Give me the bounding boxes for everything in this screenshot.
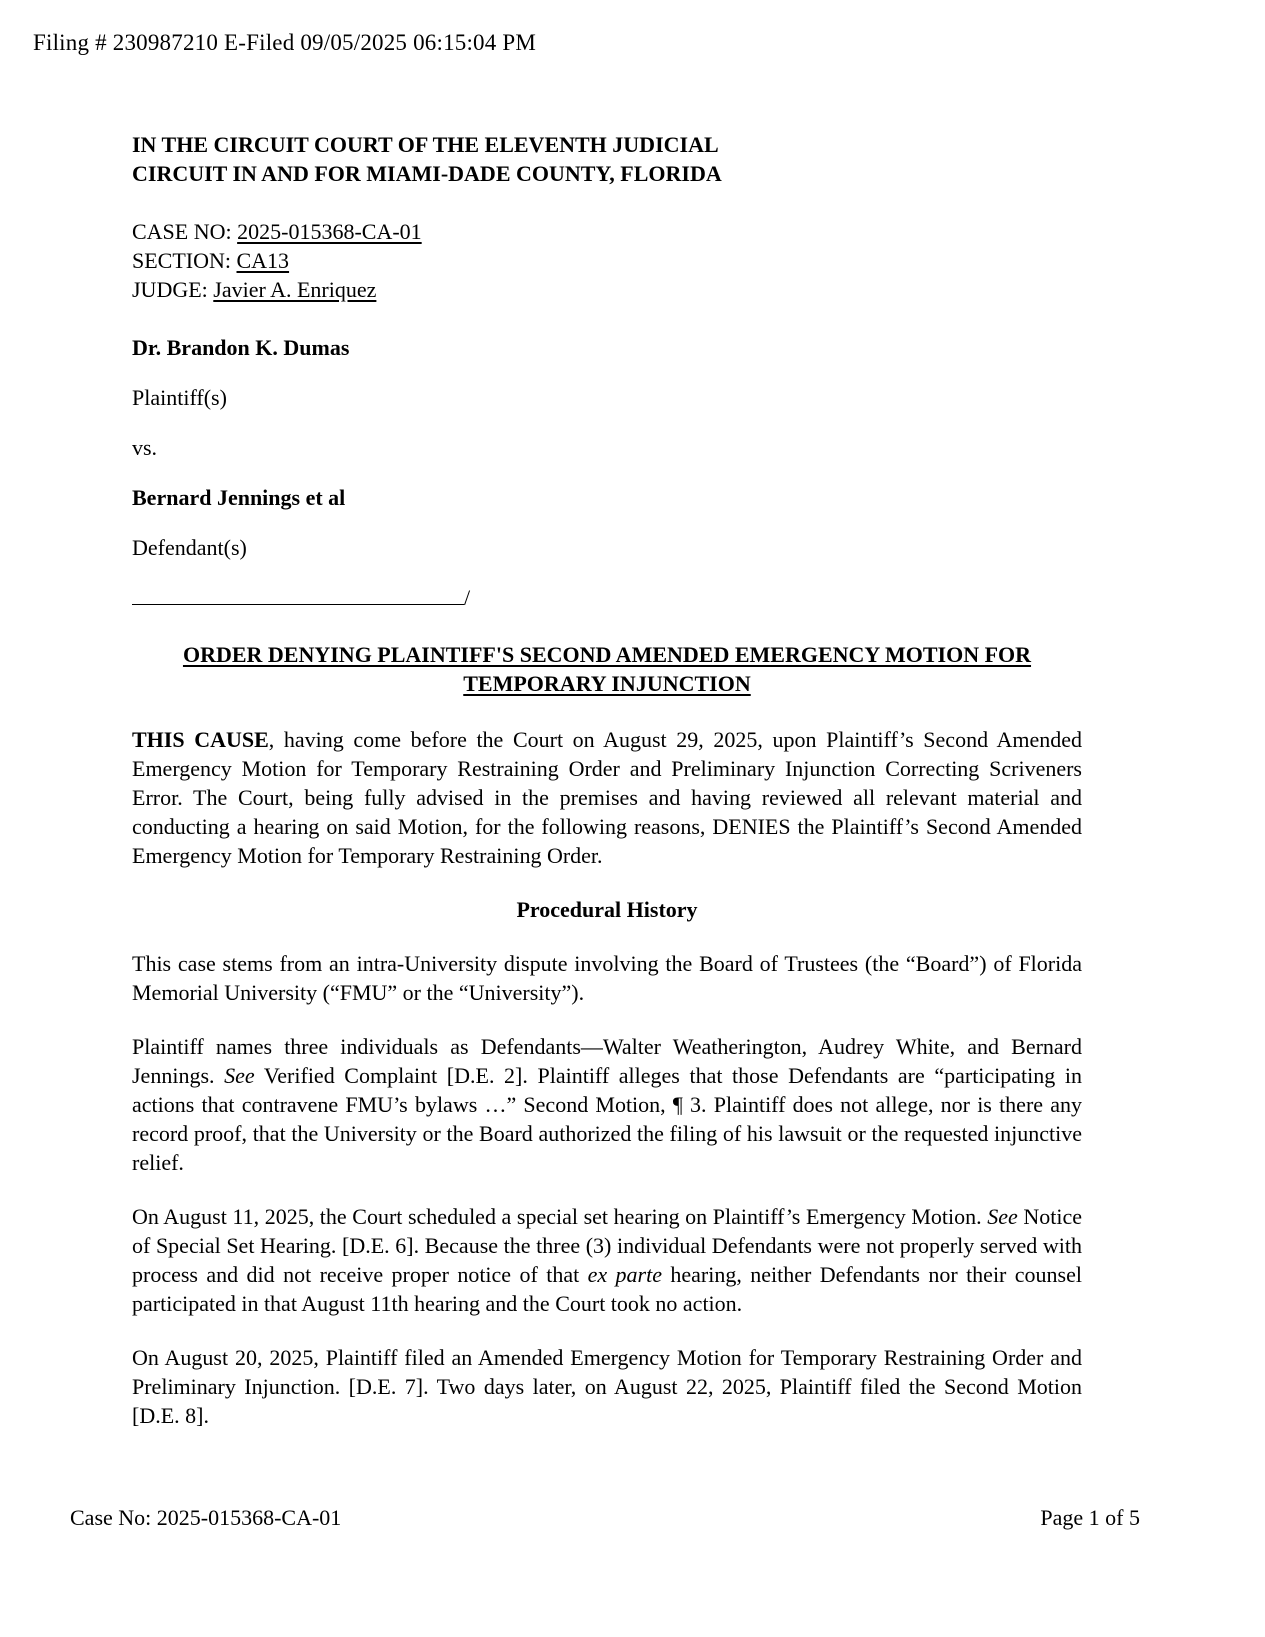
section-value: CA13	[236, 248, 290, 273]
order-title	[132, 640, 1082, 698]
plaintiff-name: Dr. Brandon K. Dumas	[132, 335, 350, 360]
paragraph-this-cause	[132, 725, 1082, 870]
case-number-value: 2025-015368-CA-01	[237, 219, 422, 244]
paragraph-defendants-a: Plaintiff names three individuals as Defendants—Walter Weatherington, Audrey White, and Bernard Jennings.	[132, 1034, 1082, 1088]
this-cause-lead: THIS CAUSE	[132, 727, 269, 752]
paragraph-defendants	[132, 1032, 1082, 1177]
order-title-line2: TEMPORARY INJUNCTION	[463, 671, 751, 696]
this-cause-text: , having come before the Court on August 29, 2025, upon Plaintiff’s Second Amended Emergency Motion for Temporary Restraining Order and Preliminary Injunction Correcting Scriveners Error. The Court, being fully advised in the premises and having reviewed all relevant material and conducting a hearing on said Motion, for the following reasons, DENIES the Plaintiff’s Second Amended Emergency Motion for Temporary Restraining Order.	[132, 727, 1082, 868]
court-caption-line2: CIRCUIT IN AND FOR MIAMI-DADE COUNTY, FLORIDA	[132, 161, 722, 186]
footer-page-number: Page 1 of 5	[1040, 1505, 1140, 1530]
paragraph-case-stems: This case stems from an intra-University dispute involving the Board of Trustees (the “Board”) of Florida Memorial University (“FMU” or the “University”).	[132, 951, 1082, 1005]
judge-value: Javier A. Enriquez	[213, 277, 377, 302]
separator-line	[132, 583, 464, 605]
case-number-line	[132, 217, 1082, 246]
paragraph-august-11-c: hearing, neither Defendants nor their counsel participated in that August 11th hearing and the Court took no action.	[132, 1262, 1082, 1316]
court-caption	[132, 130, 1082, 188]
defendant-label: Defendant(s)	[132, 535, 247, 560]
efiling-stamp: Filing # 230987210 E-Filed 09/05/2025 06:15:04 PM	[33, 30, 537, 55]
order-title-line1: ORDER DENYING PLAINTIFF'S SECOND AMENDED EMERGENCY MOTION FOR	[182, 642, 1032, 667]
plaintiff-label: Plaintiff(s)	[132, 385, 227, 410]
section-label: SECTION:	[132, 248, 237, 273]
paragraph-defendants-b: Verified Complaint [D.E. 2]. Plaintiff alleges that those Defendants are “participating in actions that contravene FMU’s bylaws …” Second Motion, ¶ 3. Plaintiff does not allege, nor is there any record proof, that the University or the Board authorized the filing of his lawsuit or the requested injunctive relief.	[132, 1063, 1082, 1175]
document-body	[132, 130, 1082, 1455]
defendant-name: Bernard Jennings et al	[132, 485, 346, 510]
paragraph-august-11-b: Notice of Special Set Hearing. [D.E. 6]. Because the three (3) individual Defendants were not properly served with process and did not receive proper notice of that	[132, 1204, 1082, 1287]
section-line	[132, 246, 1082, 275]
see-citation-2: See	[987, 1204, 1018, 1229]
versus-label: vs.	[132, 435, 158, 460]
caption-separator	[132, 583, 1082, 612]
case-info-block	[132, 217, 1082, 304]
paragraph-august-20: On August 20, 2025, Plaintiff filed an Amended Emergency Motion for Temporary Restraining Order and Preliminary Injunction. [D.E. 7]. Two days later, on August 22, 2025, Plaintiff filed the Second Motion [D.E. 8].	[132, 1345, 1082, 1428]
separator-slash: /	[464, 585, 471, 610]
see-citation-1: See	[224, 1063, 255, 1088]
ex-parte-term: ex parte	[587, 1262, 662, 1287]
paragraph-august-11	[132, 1202, 1082, 1318]
procedural-history-heading: Procedural History	[516, 897, 698, 922]
judge-label: JUDGE:	[132, 277, 214, 302]
page-footer	[70, 1505, 1140, 1531]
paragraph-august-11-a: On August 11, 2025, the Court scheduled a special set hearing on Plaintiff’s Emergency Motion.	[132, 1204, 988, 1229]
court-caption-line1: IN THE CIRCUIT COURT OF THE ELEVENTH JUDICIAL	[132, 132, 719, 157]
judge-line	[132, 275, 1082, 304]
case-number-label: CASE NO:	[132, 219, 238, 244]
footer-case-number: Case No: 2025-015368-CA-01	[70, 1505, 342, 1530]
